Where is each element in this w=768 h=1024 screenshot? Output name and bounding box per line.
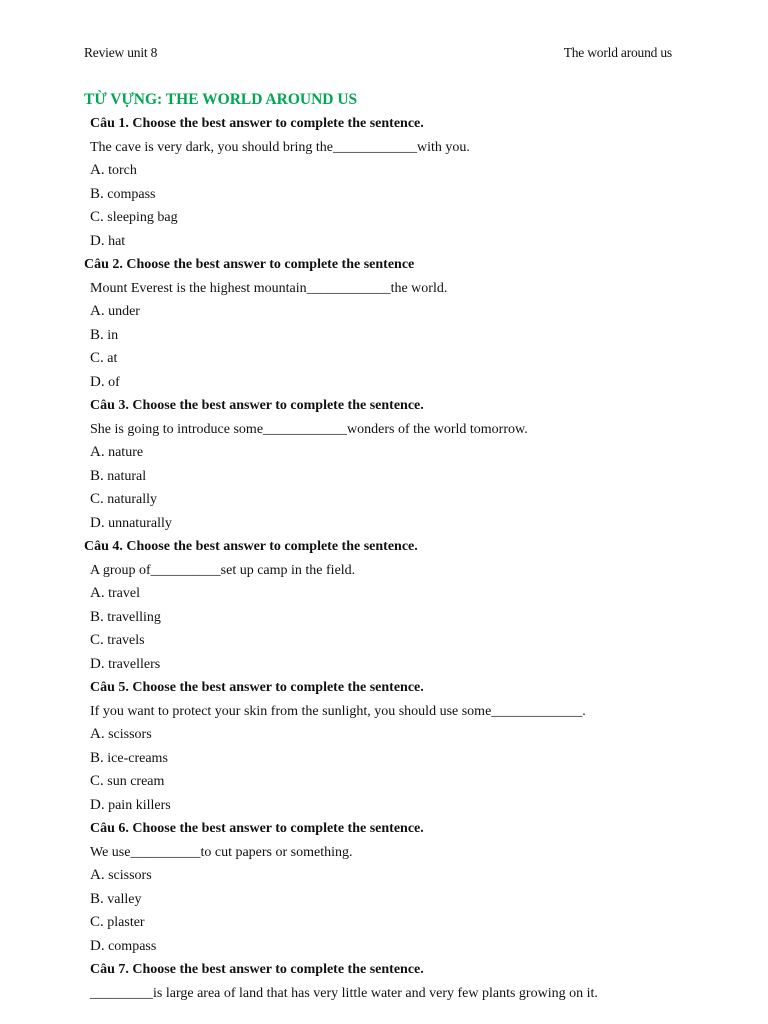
option-letter: A. xyxy=(90,585,105,601)
option-text: compass xyxy=(104,938,157,954)
question-7 xyxy=(84,960,694,1007)
option-letter: A. xyxy=(90,867,105,883)
option-b[interactable] xyxy=(84,467,694,491)
option-c[interactable] xyxy=(84,349,694,373)
question-title: Câu 7. Choose the best answer to complete the sentence. xyxy=(90,962,424,977)
question-title: Câu 2. Choose the best answer to complete the sentence xyxy=(84,257,415,272)
option-text: scissors xyxy=(104,868,152,883)
question-sentence: If you want to protect your skin from the sunlight, you should use some_____________. xyxy=(90,703,586,719)
option-text: of xyxy=(104,374,120,390)
option-text: under xyxy=(104,304,140,319)
option-letter: C. xyxy=(90,632,104,648)
question-sentence: We use__________to cut papers or something. xyxy=(90,844,353,860)
question-4 xyxy=(84,537,694,678)
option-letter: C. xyxy=(90,209,104,225)
option-d[interactable] xyxy=(84,655,694,679)
option-a[interactable] xyxy=(84,584,694,608)
option-b[interactable] xyxy=(84,326,694,350)
section-title: TỪ VỰNG: THE WORLD AROUND US xyxy=(84,91,358,108)
question-title: Câu 4. Choose the best answer to complete the sentence. xyxy=(84,539,418,554)
option-letter: D. xyxy=(90,232,105,249)
question-sentence: She is going to introduce some____________wonders of the world tomorrow. xyxy=(90,421,528,437)
option-letter: D. xyxy=(90,655,105,672)
question-list xyxy=(84,114,694,1007)
option-text: at xyxy=(103,351,118,366)
option-letter: A. xyxy=(90,303,105,319)
option-d[interactable] xyxy=(84,796,694,820)
option-d[interactable] xyxy=(84,232,694,256)
option-a[interactable] xyxy=(84,866,694,890)
option-letter: A. xyxy=(90,162,105,178)
question-5 xyxy=(84,678,694,819)
page-header xyxy=(84,45,672,63)
option-letter: B. xyxy=(90,890,104,907)
option-d[interactable] xyxy=(84,937,694,961)
option-text: in xyxy=(103,327,119,343)
option-letter: D. xyxy=(90,796,105,813)
question-1 xyxy=(84,114,694,255)
question-2 xyxy=(84,255,694,396)
option-letter: B. xyxy=(90,749,104,766)
option-letter: B. xyxy=(90,467,104,484)
option-letter: B. xyxy=(90,185,104,202)
option-letter: C. xyxy=(90,914,104,930)
option-text: nature xyxy=(104,445,144,460)
option-d[interactable] xyxy=(84,514,694,538)
option-a[interactable] xyxy=(84,725,694,749)
option-a[interactable] xyxy=(84,302,694,326)
option-text: travel xyxy=(104,586,140,601)
option-text: travellers xyxy=(104,656,161,672)
option-letter: D. xyxy=(90,373,105,390)
option-text: scissors xyxy=(104,727,152,742)
question-sentence: Mount Everest is the highest mountain____________the world. xyxy=(90,280,448,296)
option-letter: C. xyxy=(90,773,104,789)
option-c[interactable] xyxy=(84,208,694,232)
option-c[interactable] xyxy=(84,631,694,655)
option-text: hat xyxy=(104,233,126,249)
option-text: pain killers xyxy=(104,797,171,813)
option-text: compass xyxy=(103,186,156,202)
question-sentence: A group of__________set up camp in the field. xyxy=(90,562,356,578)
header-unit-label: Review unit 8 xyxy=(84,45,158,60)
question-title: Câu 3. Choose the best answer to complete the sentence. xyxy=(90,398,424,413)
question-3 xyxy=(84,396,694,537)
question-6 xyxy=(84,819,694,960)
option-letter: C. xyxy=(90,350,104,366)
option-text: naturally xyxy=(103,492,158,507)
option-b[interactable] xyxy=(84,890,694,914)
question-title: Câu 6. Choose the best answer to complete the sentence. xyxy=(90,821,424,836)
option-text: ice-creams xyxy=(103,750,168,766)
option-a[interactable] xyxy=(84,161,694,185)
option-a[interactable] xyxy=(84,443,694,467)
question-title: Câu 5. Choose the best answer to complete the sentence. xyxy=(90,680,424,695)
option-text: sleeping bag xyxy=(103,210,178,225)
option-text: travels xyxy=(103,633,145,648)
question-title: Câu 1. Choose the best answer to complete the sentence. xyxy=(90,116,424,131)
header-topic-label: The world around us xyxy=(563,45,672,60)
option-text: travelling xyxy=(103,609,161,625)
option-text: unnaturally xyxy=(104,515,172,531)
option-c[interactable] xyxy=(84,913,694,937)
option-text: natural xyxy=(103,468,147,484)
option-c[interactable] xyxy=(84,772,694,796)
option-letter: D. xyxy=(90,937,105,954)
option-letter: D. xyxy=(90,514,105,531)
option-b[interactable] xyxy=(84,185,694,209)
option-text: torch xyxy=(104,163,137,178)
option-letter: B. xyxy=(90,608,104,625)
option-text: sun cream xyxy=(103,774,165,789)
question-sentence: The cave is very dark, you should bring the____________with you. xyxy=(90,139,470,155)
option-letter: C. xyxy=(90,491,104,507)
option-d[interactable] xyxy=(84,373,694,397)
option-text: plaster xyxy=(103,915,145,930)
question-sentence: _________is large area of land that has very little water and very few plants growing on it. xyxy=(90,985,598,1001)
option-letter: A. xyxy=(90,444,105,460)
option-b[interactable] xyxy=(84,608,694,632)
option-b[interactable] xyxy=(84,749,694,773)
option-c[interactable] xyxy=(84,490,694,514)
option-text: valley xyxy=(103,891,142,907)
option-letter: A. xyxy=(90,726,105,742)
option-letter: B. xyxy=(90,326,104,343)
